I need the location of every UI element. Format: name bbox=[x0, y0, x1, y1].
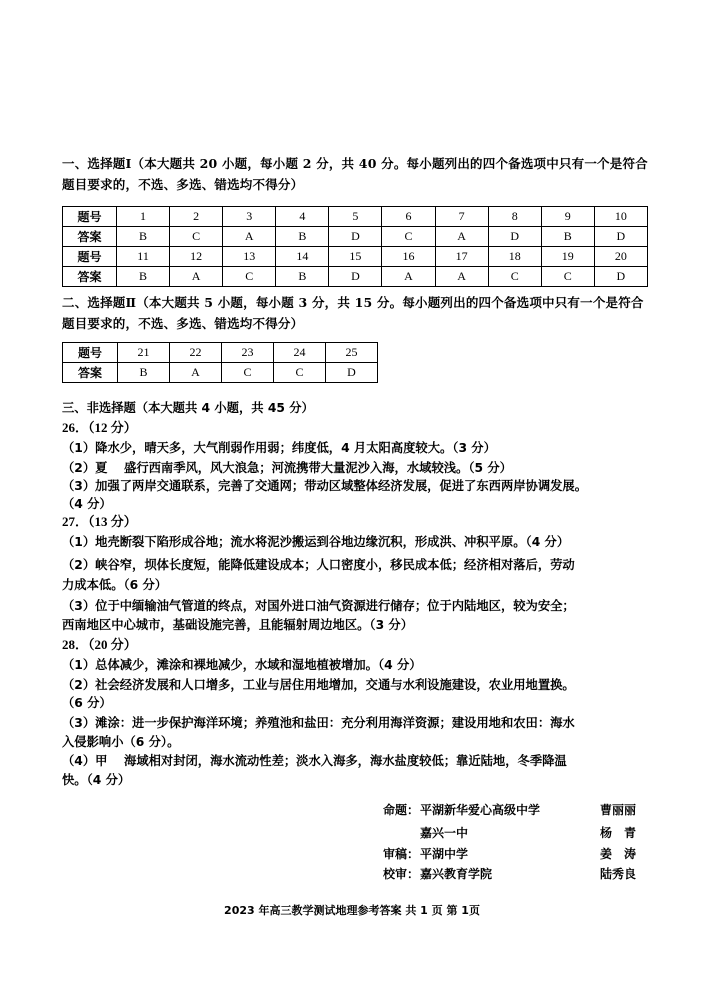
question-number: 15 bbox=[329, 247, 382, 267]
author-school-1: 平湖新华爱心高级中学 bbox=[420, 803, 541, 817]
author-name-1: 曹丽丽 bbox=[600, 803, 637, 817]
answer-line: （3）加强了两岸交通联系，完善了交通网；带动区域整体经济发展，促进了东西两岸协调发展。 bbox=[62, 479, 588, 493]
question-number: 9 bbox=[541, 207, 594, 227]
answer-cell: C bbox=[223, 267, 276, 287]
answer-line: 西南地区中心城市，基础设施完善，且能辐射周边地区。（3 分） bbox=[62, 618, 414, 632]
answer-cell: D bbox=[329, 267, 382, 287]
answer-line: 快。（4 分） bbox=[62, 773, 131, 787]
answer-line: （2）社会经济发展和人口增多，工业与居住用地增加，交通与水利设施建设，农业用地置换。 bbox=[62, 678, 575, 692]
question-number: 10 bbox=[594, 207, 647, 227]
question-number: 17 bbox=[435, 247, 488, 267]
answer-line: （1）总体减少，滩涂和裸地减少，水域和湿地植被增加。（4 分） bbox=[62, 658, 422, 672]
section2-answer-table bbox=[62, 342, 378, 383]
answer-label: 答案 bbox=[63, 227, 117, 247]
section1-answer-table bbox=[62, 206, 648, 287]
proof-school: 嘉兴教育学院 bbox=[420, 867, 493, 881]
question-number: 14 bbox=[276, 247, 329, 267]
answer-line: （2）峡谷窄，坝体长度短，能降低建设成本；人口密度小，移民成本低；经济相对落后，劳动 bbox=[62, 558, 575, 572]
question-number: 19 bbox=[541, 247, 594, 267]
question-number: 21 bbox=[118, 343, 170, 363]
question-number: 1 bbox=[117, 207, 170, 227]
answer-line: （6 分） bbox=[62, 696, 112, 710]
answer-cell: C bbox=[274, 363, 326, 383]
table-row-answers-2 bbox=[63, 267, 648, 287]
answer-cell: C bbox=[222, 363, 274, 383]
question-number: 13 bbox=[223, 247, 276, 267]
answer-cell: B bbox=[118, 363, 170, 383]
author-name-2: 杨 青 bbox=[600, 826, 637, 840]
question-number: 23 bbox=[222, 343, 274, 363]
answer-cell: A bbox=[435, 227, 488, 247]
review-school: 平湖中学 bbox=[420, 847, 469, 861]
section1-heading: 一、选择题Ⅰ（本大题共 20 小题，每小题 2 分，共 40 分。每小题列出的四个备选项中只有一个是符合题目要求的，不选、多选、错选均不得分） bbox=[62, 156, 648, 192]
answer-line: （3）滩涂：进一步保护海洋环境；养殖池和盐田：充分利用海洋资源；建设用地和农田：海水 bbox=[62, 716, 575, 730]
answer-cell: A bbox=[170, 267, 223, 287]
question-number: 4 bbox=[276, 207, 329, 227]
table-row-numbers bbox=[63, 343, 378, 363]
answer-line: （3）位于中缅输油气管道的终点，对国外进口油气资源进行储存；位于内陆地区，较为安全； bbox=[62, 599, 575, 613]
answer-cell: A bbox=[435, 267, 488, 287]
answer-cell: D bbox=[594, 227, 647, 247]
table-row-numbers-2 bbox=[63, 247, 648, 267]
author-school-2: 嘉兴一中 bbox=[420, 826, 469, 840]
question-number: 11 bbox=[117, 247, 170, 267]
answer-cell: A bbox=[170, 363, 222, 383]
table-row-answers-1 bbox=[63, 227, 648, 247]
section2-heading: 二、选择题Ⅱ（本大题共 5 小题，每小题 3 分，共 15 分。每小题列出的四个备选项中只有一个是符合题目要求的，不选、多选、错选均不得分） bbox=[62, 295, 644, 331]
question-number: 12 bbox=[170, 247, 223, 267]
proof-label: 校审： bbox=[383, 867, 420, 881]
answer-cell: C bbox=[541, 267, 594, 287]
question-number: 18 bbox=[488, 247, 541, 267]
answer-cell: A bbox=[223, 227, 276, 247]
table-row-answers bbox=[63, 363, 378, 383]
answer-line: （1）降水少，晴天多，大气削弱作用弱；纬度低，4 月太阳高度较大。（3 分） bbox=[62, 441, 496, 455]
review-name: 姜 涛 bbox=[600, 847, 637, 861]
header-label: 题号 bbox=[63, 343, 118, 363]
question-27-title: 27．（13 分） bbox=[62, 514, 137, 529]
answer-cell: B bbox=[541, 227, 594, 247]
answer-cell: D bbox=[329, 227, 382, 247]
question-28-title: 28．（20 分） bbox=[62, 637, 137, 652]
question-number: 16 bbox=[382, 247, 435, 267]
answer-cell: B bbox=[117, 227, 170, 247]
question-number: 24 bbox=[274, 343, 326, 363]
question-number: 25 bbox=[326, 343, 378, 363]
question-number: 22 bbox=[170, 343, 222, 363]
section3-heading: 三、非选择题（本大题共 4 小题，共 45 分） bbox=[62, 401, 314, 415]
question-number: 7 bbox=[435, 207, 488, 227]
answer-line: （4）甲 海域相对封闭，海水流动性差；淡水入海多，海水盐度较低；靠近陆地，冬季降温 bbox=[62, 754, 567, 768]
answer-cell: B bbox=[276, 227, 329, 247]
answer-cell: C bbox=[488, 267, 541, 287]
answer-line: 入侵影响小（6 分）。 bbox=[62, 735, 180, 749]
answer-label: 答案 bbox=[63, 267, 117, 287]
answer-cell: C bbox=[170, 227, 223, 247]
page-footer: 2023 年高三教学测试地理参考答案 共 1 页 第 1页 bbox=[224, 904, 480, 917]
question-26-title: 26．（12 分） bbox=[62, 420, 137, 435]
question-number: 5 bbox=[329, 207, 382, 227]
question-number: 3 bbox=[223, 207, 276, 227]
answer-cell: D bbox=[488, 227, 541, 247]
answer-cell: D bbox=[326, 363, 378, 383]
proof-name: 陆秀良 bbox=[600, 867, 637, 881]
author-label: 命题： bbox=[383, 803, 420, 817]
question-number: 8 bbox=[488, 207, 541, 227]
answer-line: （2）夏 盛行西南季风，风大浪急；河流携带大量泥沙入海，水域较浅。（5 分） bbox=[62, 461, 512, 475]
header-label: 题号 bbox=[63, 207, 117, 227]
question-number: 6 bbox=[382, 207, 435, 227]
answer-line: （4 分） bbox=[62, 497, 112, 511]
table-row-numbers-1 bbox=[63, 207, 648, 227]
answer-line: 力成本低。（6 分） bbox=[62, 578, 168, 592]
answer-line: （1）地壳断裂下陷形成谷地；流水将泥沙搬运到谷地边缘沉积，形成洪、冲积平原。（4 分） bbox=[62, 535, 570, 549]
answer-cell: B bbox=[117, 267, 170, 287]
review-label: 审稿： bbox=[383, 847, 420, 861]
question-number: 2 bbox=[170, 207, 223, 227]
answer-cell: A bbox=[382, 267, 435, 287]
answer-label: 答案 bbox=[63, 363, 118, 383]
question-number: 20 bbox=[594, 247, 647, 267]
answer-cell: C bbox=[382, 227, 435, 247]
answer-cell: D bbox=[594, 267, 647, 287]
answer-cell: B bbox=[276, 267, 329, 287]
header-label: 题号 bbox=[63, 247, 117, 267]
